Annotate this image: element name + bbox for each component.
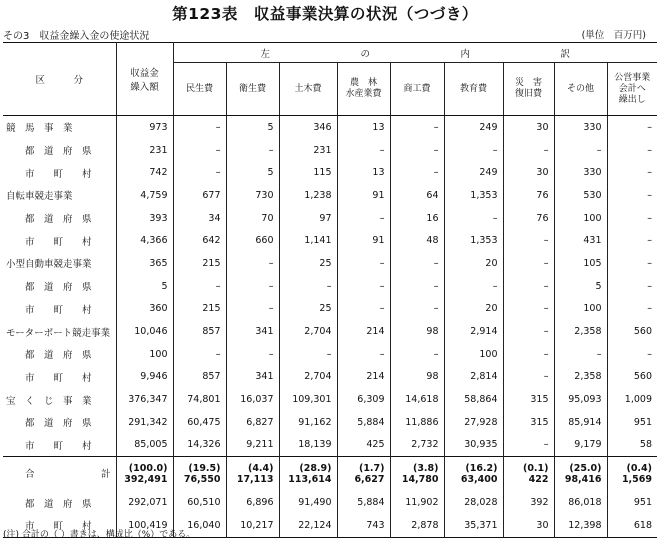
total-amount: 14,780 — [401, 474, 439, 486]
table-cell: – — [607, 252, 657, 275]
total-cell — [390, 457, 444, 492]
table-cell: 91,490 — [279, 491, 337, 514]
table-cell: 11,902 — [390, 491, 444, 514]
table-row — [3, 434, 657, 457]
table-cell: 16,037 — [226, 388, 279, 411]
table-cell: 857 — [173, 366, 226, 389]
column-header: その他 — [554, 63, 607, 116]
revenue-usage-table — [3, 42, 657, 538]
table-cell: 5 — [226, 116, 279, 139]
table-row — [3, 184, 657, 207]
table-cell: – — [503, 434, 554, 457]
table-cell: – — [226, 252, 279, 275]
table-cell: 4,366 — [116, 229, 173, 252]
total-percent: (1.7) — [358, 463, 385, 475]
column-header: 農 林 水産業費 — [337, 63, 390, 116]
row-label: 宝 く じ 事 業 — [6, 395, 92, 407]
table-cell: – — [503, 252, 554, 275]
table-cell: 100,419 — [116, 514, 173, 537]
table-cell: 249 — [444, 116, 503, 139]
total-amount: 17,113 — [236, 474, 274, 486]
total-cell — [607, 457, 657, 492]
table-cell: 20 — [444, 298, 503, 321]
table-cell: 215 — [173, 252, 226, 275]
row-label: 市 町 村 — [25, 521, 92, 533]
total-cell — [337, 457, 390, 492]
table-cell: 91,162 — [279, 411, 337, 434]
table-cell: 360 — [116, 298, 173, 321]
table-cell: – — [554, 343, 607, 366]
row-label: 市 町 村 — [25, 440, 92, 452]
table-cell: 60,475 — [173, 411, 226, 434]
table-row — [3, 343, 657, 366]
table-cell: 100 — [554, 207, 607, 230]
table-cell: – — [607, 184, 657, 207]
total-amount: 392,491 — [124, 474, 168, 486]
table-cell: 5 — [226, 161, 279, 184]
row-label: モーターボート競走事業 — [6, 327, 111, 339]
table-cell: – — [390, 116, 444, 139]
table-cell: 376,347 — [116, 388, 173, 411]
total-amount: 63,400 — [460, 474, 498, 486]
table-cell: – — [503, 275, 554, 298]
breakdown-header-part: 左 — [260, 48, 270, 60]
total-amount: 422 — [528, 474, 549, 486]
table-cell: 6,896 — [226, 491, 279, 514]
table-cell: 85,914 — [554, 411, 607, 434]
table-cell: 109,301 — [279, 388, 337, 411]
table-cell: 58,864 — [444, 388, 503, 411]
table-cell: 1,141 — [279, 229, 337, 252]
total-percent: (19.5) — [188, 463, 221, 475]
row-label: 市 町 村 — [25, 236, 92, 248]
table-cell: 5 — [116, 275, 173, 298]
table-cell: 951 — [607, 411, 657, 434]
table-cell: 4,759 — [116, 184, 173, 207]
table-cell: 2,704 — [279, 366, 337, 389]
row-label: 都 道 府 県 — [25, 418, 92, 430]
table-cell: 74,801 — [173, 388, 226, 411]
table-cell: – — [607, 139, 657, 162]
table-cell: – — [390, 139, 444, 162]
table-cell: 392 — [503, 491, 554, 514]
table-cell: 857 — [173, 320, 226, 343]
table-cell: 618 — [607, 514, 657, 537]
table-cell: 1,009 — [607, 388, 657, 411]
table-row — [3, 411, 657, 434]
total-percent: (0.4) — [626, 463, 652, 475]
total-percent: (16.2) — [465, 463, 498, 475]
table-row — [3, 161, 657, 184]
table-cell: 742 — [116, 161, 173, 184]
row-label: 都 道 府 県 — [25, 350, 92, 362]
table-cell: 315 — [503, 388, 554, 411]
table-cell: – — [607, 343, 657, 366]
total-cell — [226, 457, 279, 492]
total-amount: 6,627 — [354, 474, 385, 486]
table-cell: 425 — [337, 434, 390, 457]
total-percent: (100.0) — [128, 463, 168, 475]
total-cell — [444, 457, 503, 492]
table-cell: 28,028 — [444, 491, 503, 514]
column-header: 土木費 — [279, 63, 337, 116]
table-cell: 951 — [607, 491, 657, 514]
table-cell: 95,093 — [554, 388, 607, 411]
table-cell: – — [503, 366, 554, 389]
table-cell: 2,914 — [444, 320, 503, 343]
table-row — [3, 116, 657, 139]
table-cell: 16 — [390, 207, 444, 230]
table-cell: 27,928 — [444, 411, 503, 434]
row-label: 都 道 府 県 — [25, 146, 92, 158]
table-cell: 1,353 — [444, 184, 503, 207]
table-cell: 2,732 — [390, 434, 444, 457]
table-cell: 98 — [390, 320, 444, 343]
table-cell: 330 — [554, 161, 607, 184]
table-cell: – — [226, 275, 279, 298]
row-label: 都 道 府 県 — [25, 214, 92, 226]
table-cell: 341 — [226, 366, 279, 389]
table-cell: 365 — [116, 252, 173, 275]
table-row — [3, 139, 657, 162]
row-label: 都 道 府 県 — [25, 498, 92, 510]
table-row — [3, 298, 657, 321]
table-cell: 677 — [173, 184, 226, 207]
table-cell: 642 — [173, 229, 226, 252]
table-cell: 100 — [444, 343, 503, 366]
table-cell: 5,884 — [337, 491, 390, 514]
table-cell: 14,618 — [390, 388, 444, 411]
total-percent: (4.4) — [247, 463, 274, 475]
table-cell: 1,353 — [444, 229, 503, 252]
row-label: 市 町 村 — [25, 372, 92, 384]
table-cell: 10,217 — [226, 514, 279, 537]
table-cell: – — [503, 298, 554, 321]
table-cell: 16,040 — [173, 514, 226, 537]
row-label: 小型自動車競走事業 — [6, 259, 92, 271]
table-cell: – — [390, 275, 444, 298]
table-cell: 34 — [173, 207, 226, 230]
total-row — [3, 457, 657, 492]
table-cell: – — [503, 320, 554, 343]
table-cell: 9,946 — [116, 366, 173, 389]
table-cell: 2,814 — [444, 366, 503, 389]
breakdown-header-part: の — [360, 48, 370, 60]
table-cell: 60,510 — [173, 491, 226, 514]
table-cell: 25 — [279, 252, 337, 275]
table-cell: 25 — [279, 298, 337, 321]
table-cell: – — [173, 139, 226, 162]
table-cell: 291,342 — [116, 411, 173, 434]
table-cell: 13 — [337, 116, 390, 139]
breakdown-header-part: 内 — [460, 48, 470, 60]
table-cell: – — [607, 229, 657, 252]
total-amount: 98,416 — [564, 474, 602, 486]
column-header: 公営事業 会計へ 繰出し — [607, 63, 657, 116]
footnote: (注) 合計の（ ）書きは、構成比（%）である。 — [3, 530, 196, 540]
table-cell: – — [173, 343, 226, 366]
table-cell: 14,326 — [173, 434, 226, 457]
table-cell: 5,884 — [337, 411, 390, 434]
total-amount: 113,614 — [288, 474, 332, 486]
column-header: 教育費 — [444, 63, 503, 116]
table-cell: – — [173, 161, 226, 184]
table-cell: 85,005 — [116, 434, 173, 457]
table-cell: 560 — [607, 320, 657, 343]
table-cell: 9,179 — [554, 434, 607, 457]
table-cell: – — [226, 343, 279, 366]
table-cell: 346 — [279, 116, 337, 139]
table-row — [3, 252, 657, 275]
table-cell: 86,018 — [554, 491, 607, 514]
table-cell: 6,827 — [226, 411, 279, 434]
table-cell: 660 — [226, 229, 279, 252]
revenue-header: 収益金 繰入額 — [116, 43, 173, 116]
table-cell: 315 — [503, 411, 554, 434]
table-cell: 64 — [390, 184, 444, 207]
table-cell: 292,071 — [116, 491, 173, 514]
table-cell: 48 — [390, 229, 444, 252]
table-cell: – — [554, 139, 607, 162]
table-row — [3, 388, 657, 411]
total-cell — [116, 457, 173, 492]
table-cell: 13 — [337, 161, 390, 184]
total-percent: (28.9) — [299, 463, 332, 475]
table-cell: 30 — [503, 116, 554, 139]
table-cell: – — [279, 343, 337, 366]
table-cell: 100 — [116, 343, 173, 366]
total-percent: (0.1) — [522, 463, 549, 475]
table-cell: 12,398 — [554, 514, 607, 537]
table-cell: 743 — [337, 514, 390, 537]
table-cell: 91 — [337, 184, 390, 207]
row-label: 市 町 村 — [25, 168, 92, 180]
total-cell — [554, 457, 607, 492]
table-cell: 76 — [503, 207, 554, 230]
table-cell: – — [444, 207, 503, 230]
table-cell: 530 — [554, 184, 607, 207]
table-cell: – — [337, 139, 390, 162]
table-cell: – — [279, 275, 337, 298]
table-cell: – — [503, 343, 554, 366]
total-cell — [173, 457, 226, 492]
table-cell: 2,704 — [279, 320, 337, 343]
total-label: 合 計 — [3, 457, 116, 492]
table-cell: – — [337, 343, 390, 366]
table-cell: – — [173, 275, 226, 298]
table-cell: 330 — [554, 116, 607, 139]
table-cell: 431 — [554, 229, 607, 252]
column-header: 衛生費 — [226, 63, 279, 116]
table-cell: 2,358 — [554, 320, 607, 343]
table-cell: 341 — [226, 320, 279, 343]
table-cell: 215 — [173, 298, 226, 321]
table-cell: 76 — [503, 184, 554, 207]
table-cell: 35,371 — [444, 514, 503, 537]
column-header: 災 害 復旧費 — [503, 63, 554, 116]
column-header: 商工費 — [390, 63, 444, 116]
table-cell: 10,046 — [116, 320, 173, 343]
total-amount: 1,569 — [621, 474, 652, 486]
total-cell — [503, 457, 554, 492]
row-label: 市 町 村 — [25, 304, 92, 316]
table-cell: 18,139 — [279, 434, 337, 457]
table-cell: – — [390, 161, 444, 184]
table-cell: 214 — [337, 320, 390, 343]
table-cell: – — [607, 275, 657, 298]
table-cell: – — [337, 207, 390, 230]
table-cell: – — [607, 207, 657, 230]
row-label: 競 馬 事 業 — [6, 123, 73, 135]
unit-label: (単位 百万円) — [581, 30, 646, 41]
category-header: 区 分 — [3, 43, 116, 116]
table-cell: 11,886 — [390, 411, 444, 434]
table-cell: – — [337, 252, 390, 275]
table-cell: 30 — [503, 161, 554, 184]
table-cell: 5 — [554, 275, 607, 298]
table-cell: – — [607, 298, 657, 321]
table-row — [3, 275, 657, 298]
table-cell: 2,878 — [390, 514, 444, 537]
table-cell: – — [390, 343, 444, 366]
table-cell: 9,211 — [226, 434, 279, 457]
breakdown-header — [173, 43, 657, 63]
table-cell: – — [173, 116, 226, 139]
table-cell: 30,935 — [444, 434, 503, 457]
table-row — [3, 207, 657, 230]
page-title: 第123表 収益事業決算の状況（つづき） — [172, 5, 478, 23]
total-amount: 76,550 — [183, 474, 221, 486]
total-percent: (3.8) — [412, 463, 439, 475]
table-cell: – — [337, 275, 390, 298]
table-cell: 100 — [554, 298, 607, 321]
table-cell: – — [503, 139, 554, 162]
breakdown-header-part: 訳 — [560, 48, 570, 60]
total-percent: (25.0) — [569, 463, 602, 475]
total-cell — [279, 457, 337, 492]
table-cell: – — [226, 298, 279, 321]
table-subtitle: その3 収益金繰入金の使途状況 — [3, 31, 150, 42]
table-cell: 6,309 — [337, 388, 390, 411]
table-cell: 97 — [279, 207, 337, 230]
table-cell: 560 — [607, 366, 657, 389]
table-cell: – — [390, 252, 444, 275]
table-cell: 973 — [116, 116, 173, 139]
row-label: 都 道 府 県 — [25, 282, 92, 294]
table-cell: 58 — [607, 434, 657, 457]
table-row — [3, 491, 657, 514]
table-cell: 1,238 — [279, 184, 337, 207]
table-cell: – — [444, 139, 503, 162]
table-cell: – — [503, 229, 554, 252]
table-cell: 2,358 — [554, 366, 607, 389]
table-cell: 91 — [337, 229, 390, 252]
table-cell: 231 — [116, 139, 173, 162]
table-cell: 98 — [390, 366, 444, 389]
table-cell: 249 — [444, 161, 503, 184]
row-label: 自転車競走事業 — [6, 191, 73, 203]
table-cell: 22,124 — [279, 514, 337, 537]
table-cell: 231 — [279, 139, 337, 162]
table-cell: 393 — [116, 207, 173, 230]
table-cell: – — [337, 298, 390, 321]
table-cell: 730 — [226, 184, 279, 207]
table-cell: – — [444, 275, 503, 298]
table-cell: 30 — [503, 514, 554, 537]
table-cell: 70 — [226, 207, 279, 230]
table-cell: – — [607, 161, 657, 184]
table-cell: 20 — [444, 252, 503, 275]
column-header: 民生費 — [173, 63, 226, 116]
table-row — [3, 229, 657, 252]
table-cell: 105 — [554, 252, 607, 275]
table-cell: – — [607, 116, 657, 139]
table-row — [3, 320, 657, 343]
table-cell: 214 — [337, 366, 390, 389]
table-cell: – — [226, 139, 279, 162]
table-cell: – — [390, 298, 444, 321]
table-row — [3, 366, 657, 389]
table-cell: 115 — [279, 161, 337, 184]
